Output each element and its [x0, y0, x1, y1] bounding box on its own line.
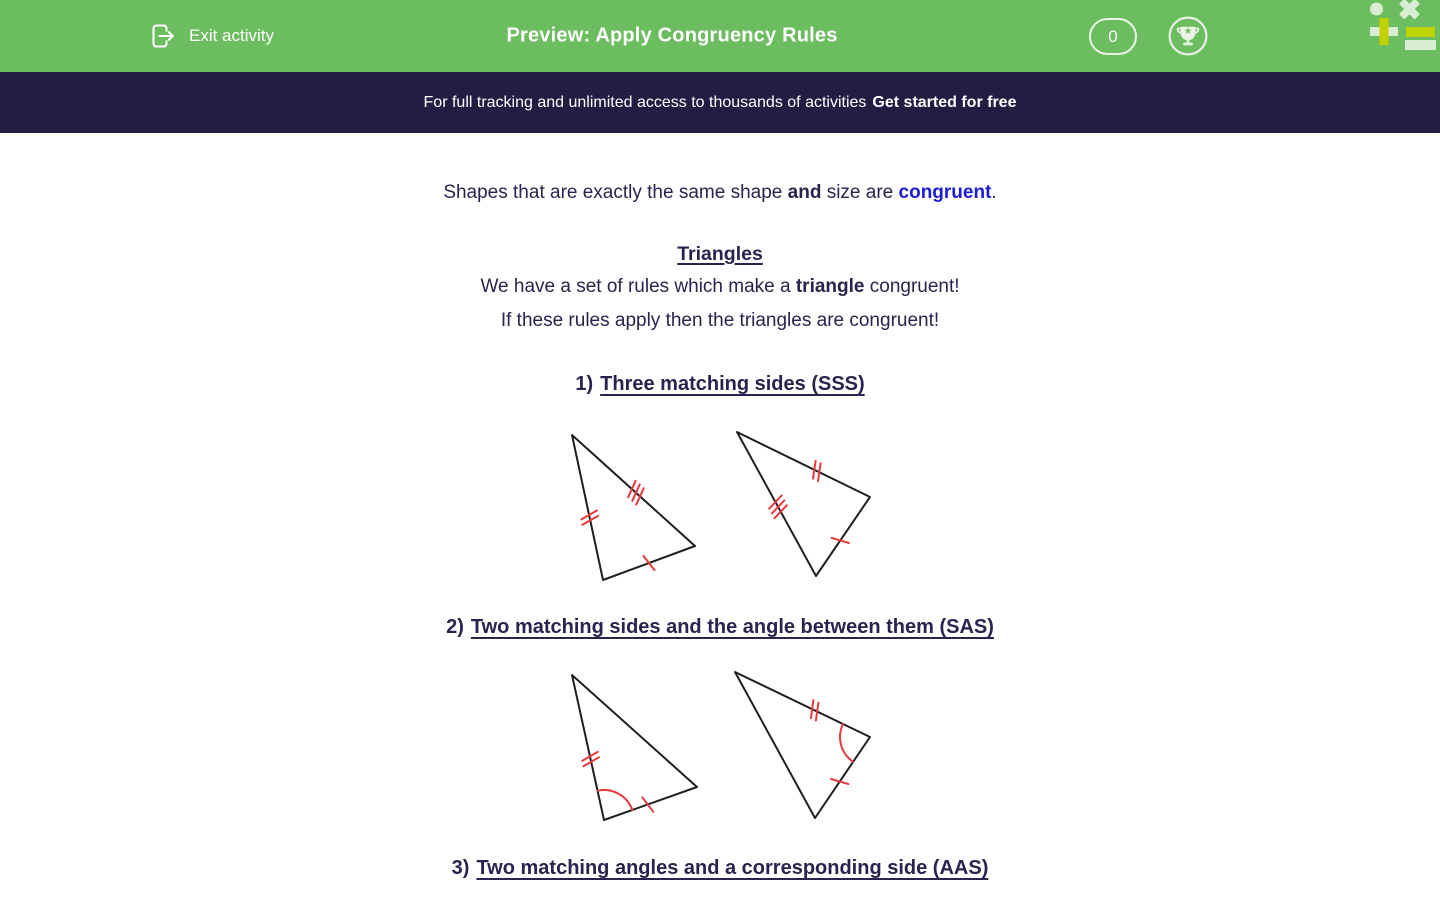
rules-line-1-bold: triangle	[795, 276, 865, 297]
intro-bold-and: and	[787, 182, 822, 203]
rules-line-1-text-1: We have a set of rules which make a	[480, 276, 796, 297]
logo-dot	[1370, 3, 1383, 16]
rule-number: 1)	[575, 373, 594, 395]
intro-line	[0, 179, 1440, 207]
sas-triangles-diagram	[5, 661, 1440, 833]
get-started-link[interactable]: Get started for free	[872, 93, 1017, 111]
intro-text-1: Shapes that are exactly the same shape	[443, 182, 788, 203]
rule-heading-aas	[0, 853, 1440, 883]
rule-heading-sss	[0, 369, 1440, 399]
trophy-button[interactable]	[1168, 16, 1208, 56]
banner-message: For full tracking and unlimited access to thousands of activities	[423, 93, 867, 111]
exit-activity-label: Exit activity	[189, 26, 275, 45]
page-title: Preview: Apply Congruency Rules	[506, 24, 838, 47]
sss-triangles-diagram	[5, 418, 1440, 590]
activity-content	[0, 179, 1440, 883]
rules-line-2: If these rules apply then the triangles are congruent!	[500, 310, 940, 331]
top-bar	[0, 0, 1440, 72]
logo-plus	[1370, 18, 1398, 45]
rule-number: 3)	[451, 857, 470, 879]
intro-text-2: size are	[821, 182, 899, 203]
congruent-highlight: congruent	[898, 182, 992, 203]
rules-line-1-text-2: congruent!	[864, 276, 960, 297]
triangles-heading: Triangles	[677, 243, 763, 265]
score-badge	[1089, 18, 1137, 55]
logo-multiply	[1394, 0, 1425, 25]
logo-equals	[1405, 27, 1436, 50]
exit-icon	[148, 21, 178, 51]
score-value: 0	[1108, 26, 1118, 46]
rules-line-1	[0, 271, 1440, 302]
rule-heading-sas	[0, 612, 1440, 642]
exit-activity-button[interactable]	[148, 21, 274, 51]
math-symbols-logo-icon	[1363, 0, 1440, 56]
rule-label: Three matching sides (SSS)	[600, 373, 865, 395]
intro-period: .	[991, 182, 997, 203]
upsell-banner	[0, 72, 1440, 133]
trophy-icon	[1168, 16, 1208, 56]
brand-logo	[1363, 0, 1440, 56]
rule-label: Two matching angles and a corresponding side (AAS)	[476, 857, 989, 879]
rule-number: 2)	[446, 616, 464, 638]
rule-label: Two matching sides and the angle between them (SAS)	[470, 616, 994, 638]
